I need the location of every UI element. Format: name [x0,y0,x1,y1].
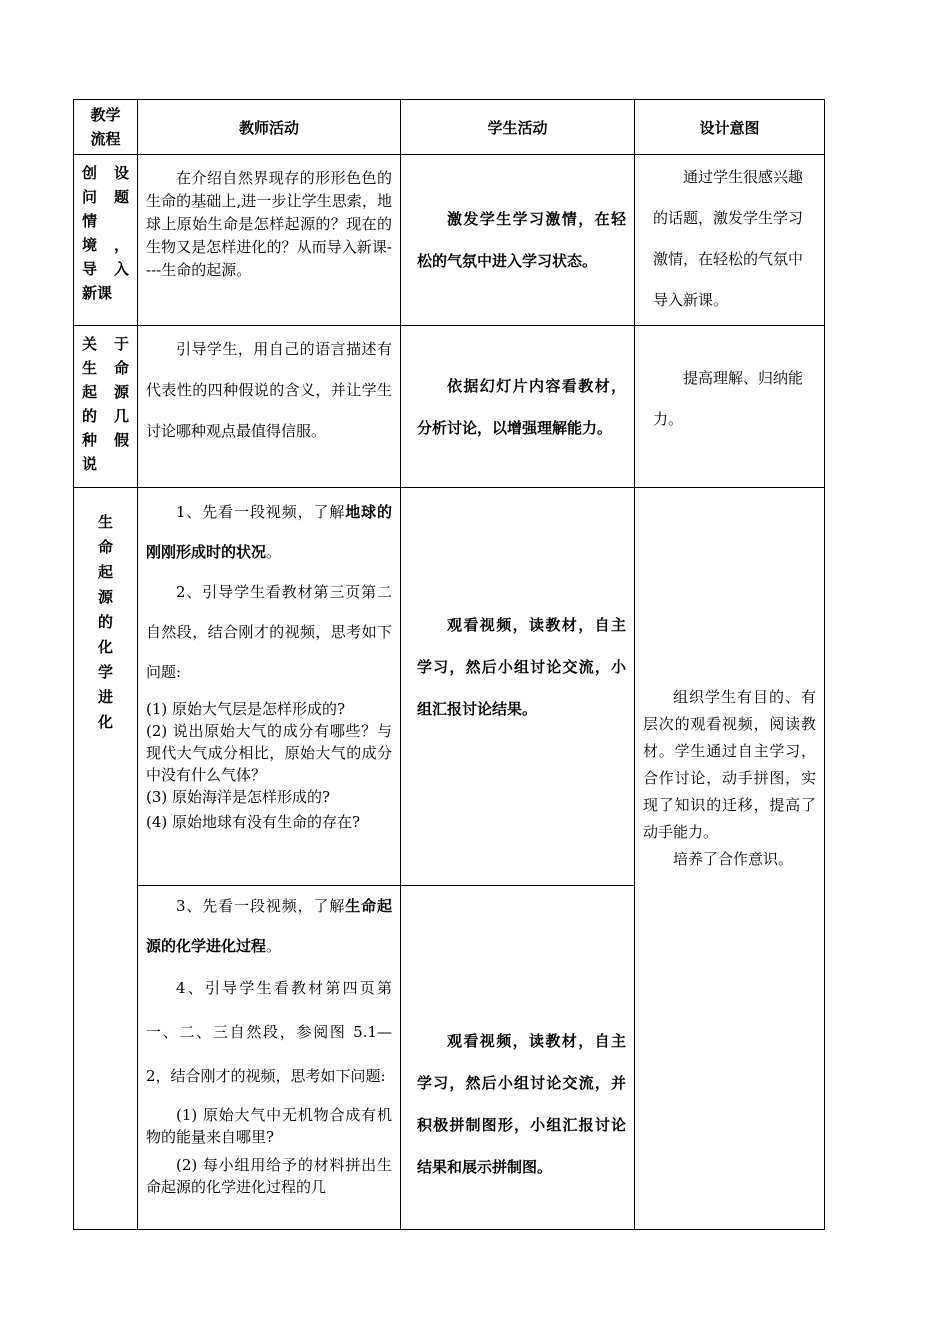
row-chemical-design [635,488,825,1230]
flow-char: ， [113,236,129,254]
teacher-text: 在介绍自然界现存的形形色色的生命的基础上,进一步让学生思索，地球上原始生命是怎样起源的？现在的生物又是怎样进化的？从而导入新课----生命的起源。 [146,169,392,279]
text: 3、先看一段视频，了解 [176,897,346,915]
flow-char: 源 [97,588,113,606]
teacher-text: 引导学生，用自己的语言描述有代表性的四种假说的含义，并让学生讨论哪种观点最值得信服。 [146,340,392,440]
flow-char: 创 [82,164,98,182]
row-intro-flow [74,155,138,326]
teacher-step-2: 2、引导学生看教材第三页第二自然段，结合刚才的视频，思考如下问题: [146,583,392,681]
bold-text: 生命起源的化学进化过程 [146,897,392,955]
flow-char: 境 [82,236,98,254]
question-1: (1) 原始大气中无机物合成有机物的能量来自哪里? [146,1106,392,1146]
flow-char: 生 [97,513,113,531]
question-1: (1) 原始大气层是怎样形成的? [146,700,346,718]
header-flow [74,100,138,155]
flow-char: 的 [82,407,98,425]
flow-char: 假 [113,431,129,449]
design-text: 提高理解、归纳能力。 [653,369,804,428]
row-hypotheses-design [635,326,825,488]
row-hypotheses-student [401,326,635,488]
student-text: 依据幻灯片内容看教材，分析讨论，以增强理解能力。 [417,376,626,437]
row-hypotheses-teacher [138,326,401,488]
design-text: 组织学生有目的、有层次的观看视频，阅读教材。学生通过自主学习，合作讨论，动手拼图，实现了知识的迁移，提高了动手能力。 [643,688,816,841]
design-text-last: 培养了合作意识。 [673,850,794,868]
design-text: 通过学生很感兴趣的话题，激发学生学习激情，在轻松的气氛中导入新课。 [653,168,804,309]
question-2: (2) 说出原始大气的成分有哪些？与现代大气成分相比，原始大气的成分中没有什么气体？ [146,722,392,784]
row-intro-design [635,155,825,326]
flow-char: 题 [113,188,129,206]
flow-char: 源 [113,383,129,401]
flow-char: 关 [82,335,98,353]
row-chemical-flow [74,488,138,1230]
teacher-step-4: 4、引导学生看教材第四页第一、二、三自然段，参阅图 5.1—2，结合刚才的视频，思考如下问题: [146,979,392,1085]
flow-char: 起 [97,563,113,581]
row-intro [74,155,825,326]
flow-char: 化 [97,638,113,656]
flow-char: 起 [82,383,98,401]
header-teacher: 教师活动 [138,100,401,155]
header-student: 学生活动 [401,100,635,155]
text: 。 [266,937,282,955]
teacher-step-1 [146,492,392,572]
flow-char: 学 [97,663,113,681]
flow-char: 问 [82,188,98,206]
teacher-step-3 [146,886,392,966]
flow-char: 几 [113,407,129,425]
header-flow-label: 教学流程 [90,106,121,148]
flow-char: 说 [82,455,98,473]
flow-char: 命 [97,538,113,556]
flow-char: 生 [82,359,98,377]
flow-char: 种 [82,431,98,449]
row-chemical-teacher-b [138,886,401,1230]
question-2: (2) 每小组用给予的材料拼出生命起源的化学进化过程的几 [146,1156,392,1196]
flow-char: 的 [97,613,113,631]
row-hypotheses [74,326,825,488]
student-text: 激发学生学习激情，在轻松的气氛中进入学习状态。 [417,210,626,270]
flow-char: 新课 [82,284,113,302]
row-intro-teacher [138,155,401,326]
flow-char: 于 [113,335,129,353]
flow-char: 化 [97,713,113,731]
row-chemical-student-a [401,488,635,886]
flow-char: 命 [113,359,129,377]
question-4: (4) 原始地球有没有生命的存在? [146,813,361,831]
header-design: 设计意图 [635,100,825,155]
row-chemical-a [74,488,825,886]
text: 。 [266,543,282,561]
flow-char: 进 [97,688,113,706]
flow-char: 情 [82,212,98,230]
row-chemical-student-b [401,886,635,1230]
bold-text: 地球的刚刚形成时的状况 [146,503,392,561]
flow-char: 入 [113,260,129,278]
row-intro-student [401,155,635,326]
row-chemical-teacher-a [138,488,401,886]
flow-char: 设 [113,164,129,182]
header-row [74,100,825,155]
question-3: (3) 原始海洋是怎样形成的? [146,788,331,806]
row-hypotheses-flow [74,326,138,488]
flow-char: 导 [82,260,98,278]
student-text: 观看视频，读教材，自主学习，然后小组讨论交流，并积极拼制图形，小组汇报讨论结果和展示拼制图。 [417,1032,626,1176]
lesson-plan-table [73,99,825,1230]
student-text: 观看视频，读教材，自主学习，然后小组讨论交流，小组汇报讨论结果。 [417,616,626,718]
text: 1、先看一段视频，了解 [176,503,346,521]
